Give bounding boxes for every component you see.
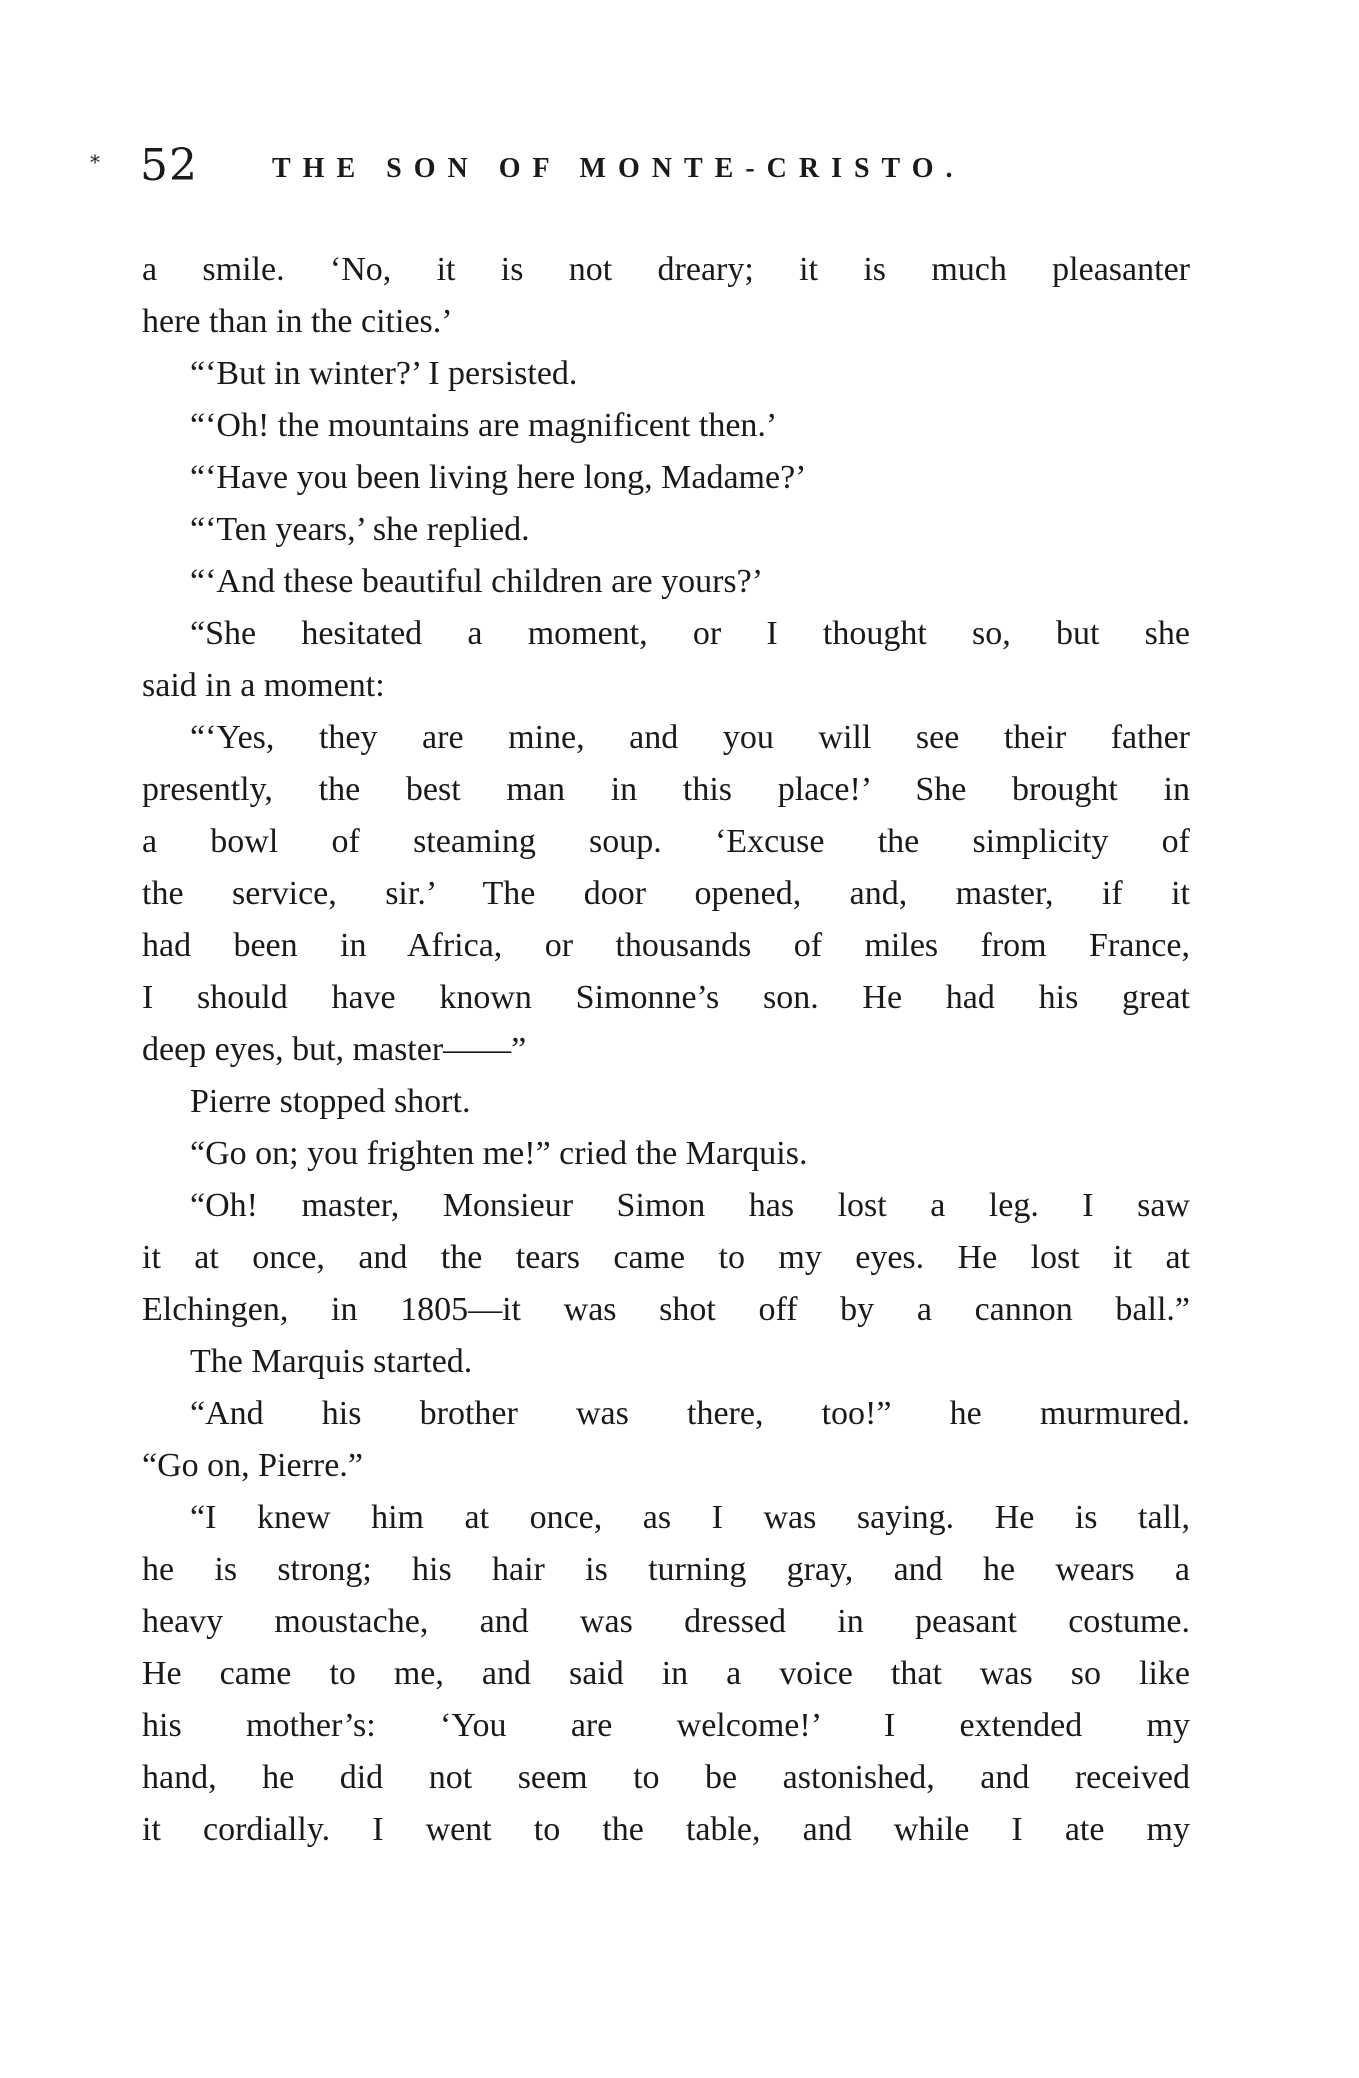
page-header [90,140,1190,200]
text-line: “Oh! master, Monsieur Simon has lost a leg. I saw [190,1187,1190,1224]
text-line: “Go on, Pierre.” [142,1447,363,1484]
text-line: had been in Africa, or thousands of miles from France, [142,927,1190,964]
text-line: “‘Oh! the mountains are magnificent then.’ [190,407,778,444]
text-line: presently, the best man in this place!’ She brought in [142,771,1190,808]
body-text [142,244,1190,1856]
text-line: “She hesitated a moment, or I thought so, but she [190,615,1190,652]
text-line: heavy moustache, and was dressed in peasant costume. [142,1603,1190,1640]
text-line: “‘But in winter?’ I persisted. [190,355,578,392]
text-line: Pierre stopped short. [190,1083,471,1120]
text-line: “Go on; you frighten me!” cried the Marquis. [190,1135,808,1172]
margin-mark: * [90,150,100,174]
text-line: deep eyes, but, master——” [142,1031,527,1068]
text-line: a smile. ‘No, it is not dreary; it is much pleasanter [142,251,1190,288]
text-line: He came to me, and said in a voice that was so like [142,1655,1190,1692]
text-line: said in a moment: [142,667,385,704]
text-line: hand, he did not seem to be astonished, and received [142,1759,1190,1796]
text-line: “‘And these beautiful children are yours?’ [190,563,764,600]
text-line: “And his brother was there, too!” he murmured. [190,1395,1190,1432]
running-head: THE SON OF MONTE-CRISTO. [272,153,965,184]
text-line: he is strong; his hair is turning gray, and he wears a [142,1551,1190,1588]
page-number: 52 [140,140,198,191]
text-line: The Marquis started. [190,1343,473,1380]
text-line: it cordially. I went to the table, and while I ate my [142,1811,1190,1848]
text-line: “‘Have you been living here long, Madame?’ [190,459,807,496]
text-line: his mother’s: ‘You are welcome!’ I extended my [142,1707,1190,1744]
text-line: it at once, and the tears came to my eyes. He lost it at [142,1239,1190,1276]
text-line: “‘Ten years,’ she replied. [190,511,530,548]
text-line: here than in the cities.’ [142,303,453,340]
text-line: “‘Yes, they are mine, and you will see their father [190,719,1190,756]
text-line: I should have known Simonne’s son. He had his great [142,979,1190,1016]
text-line: “I knew him at once, as I was saying. He is tall, [190,1499,1190,1536]
text-line: a bowl of steaming soup. ‘Excuse the simplicity of [142,823,1190,860]
text-line: the service, sir.’ The door opened, and, master, if it [142,875,1190,912]
text-line: Elchingen, in 1805—it was shot off by a cannon ball.” [142,1291,1190,1328]
